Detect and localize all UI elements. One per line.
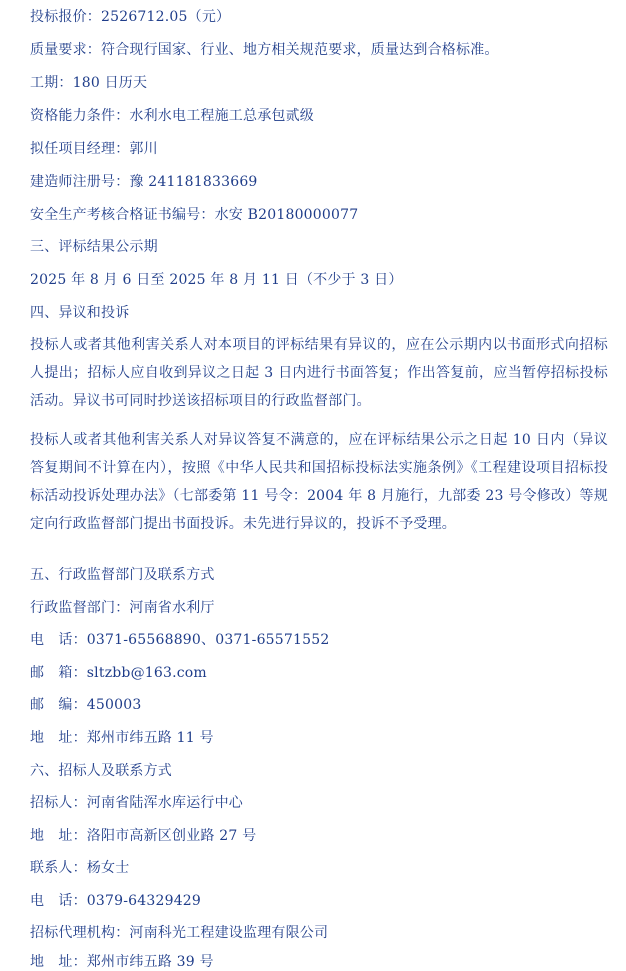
section-heading-supervision: 五、行政监督部门及联系方式 — [30, 567, 215, 583]
safety-certificate-line: 安全生产考核合格证书编号：水安 B20180000077 — [30, 207, 359, 223]
qualification-line: 资格能力条件：水利水电工程施工总承包贰级 — [30, 108, 314, 124]
objection-paragraph: 投标人或者其他利害关系人对本项目的评标结果有异议的，应在公示期内以书面形式向招标人提出；招标人应自收到异议之日起 3 日内进行书面答复；作出答复前，应当暂停招标投标活动。异议书可同时抄送该招标项目的行政监督部门。 — [30, 337, 608, 409]
builder-registration-line: 建造师注册号：豫 241181833669 — [30, 174, 258, 190]
bid-price-line: 投标报价：2526712.05（元） — [30, 9, 231, 25]
supervision-email-line: 邮 箱：sltzbb@163.com — [30, 665, 207, 681]
supervision-postcode-line: 邮 编：450003 — [30, 697, 142, 713]
section-heading-tenderer: 六、招标人及联系方式 — [30, 763, 172, 779]
complaint-paragraph: 投标人或者其他利害关系人对异议答复不满意的，应在评标结果公示之日起 10 日内（异议答复期间不计算在内），按照《中华人民共和国招标投标法实施条例》《工程建设项目招标投标活动投诉处理办法》（七部委第 11 号令：2004 年 8 月施行，九部委 23 号令修改）等规定向行政监督部门提出书面投诉。未先进行异议的，投诉不予受理。 — [30, 432, 608, 532]
supervision-department-line: 行政监督部门：河南省水利厅 — [30, 600, 215, 616]
tenderer-name-line: 招标人：河南省陆浑水库运行中心 — [30, 795, 243, 811]
project-manager-line: 拟任项目经理：郭川 — [30, 141, 158, 157]
publicity-period-line: 2025 年 8 月 6 日至 2025 年 8 月 11 日（不少于 3 日） — [30, 272, 403, 288]
supervision-phone-line: 电 话：0371-65568890、0371-65571552 — [30, 632, 330, 648]
section-heading-publicity: 三、评标结果公示期 — [30, 239, 158, 255]
tenderer-address-line: 地 址：洛阳市高新区创业路 27 号 — [30, 828, 257, 844]
supervision-address-line: 地 址：郑州市纬五路 11 号 — [30, 730, 214, 746]
quality-requirement-line: 质量要求：符合现行国家、行业、地方相关规范要求，质量达到合格标准。 — [30, 42, 499, 58]
agency-address-line: 地 址：郑州市纬五路 39 号 — [30, 954, 214, 970]
section-heading-objection: 四、异议和投诉 — [30, 305, 130, 321]
agency-name-line: 招标代理机构：河南科光工程建设监理有限公司 — [30, 925, 329, 941]
duration-line: 工期：180 日历天 — [30, 75, 148, 91]
tenderer-phone-line: 电 话：0379-64329429 — [30, 893, 202, 909]
tenderer-contact-line: 联系人：杨女士 — [30, 860, 130, 876]
